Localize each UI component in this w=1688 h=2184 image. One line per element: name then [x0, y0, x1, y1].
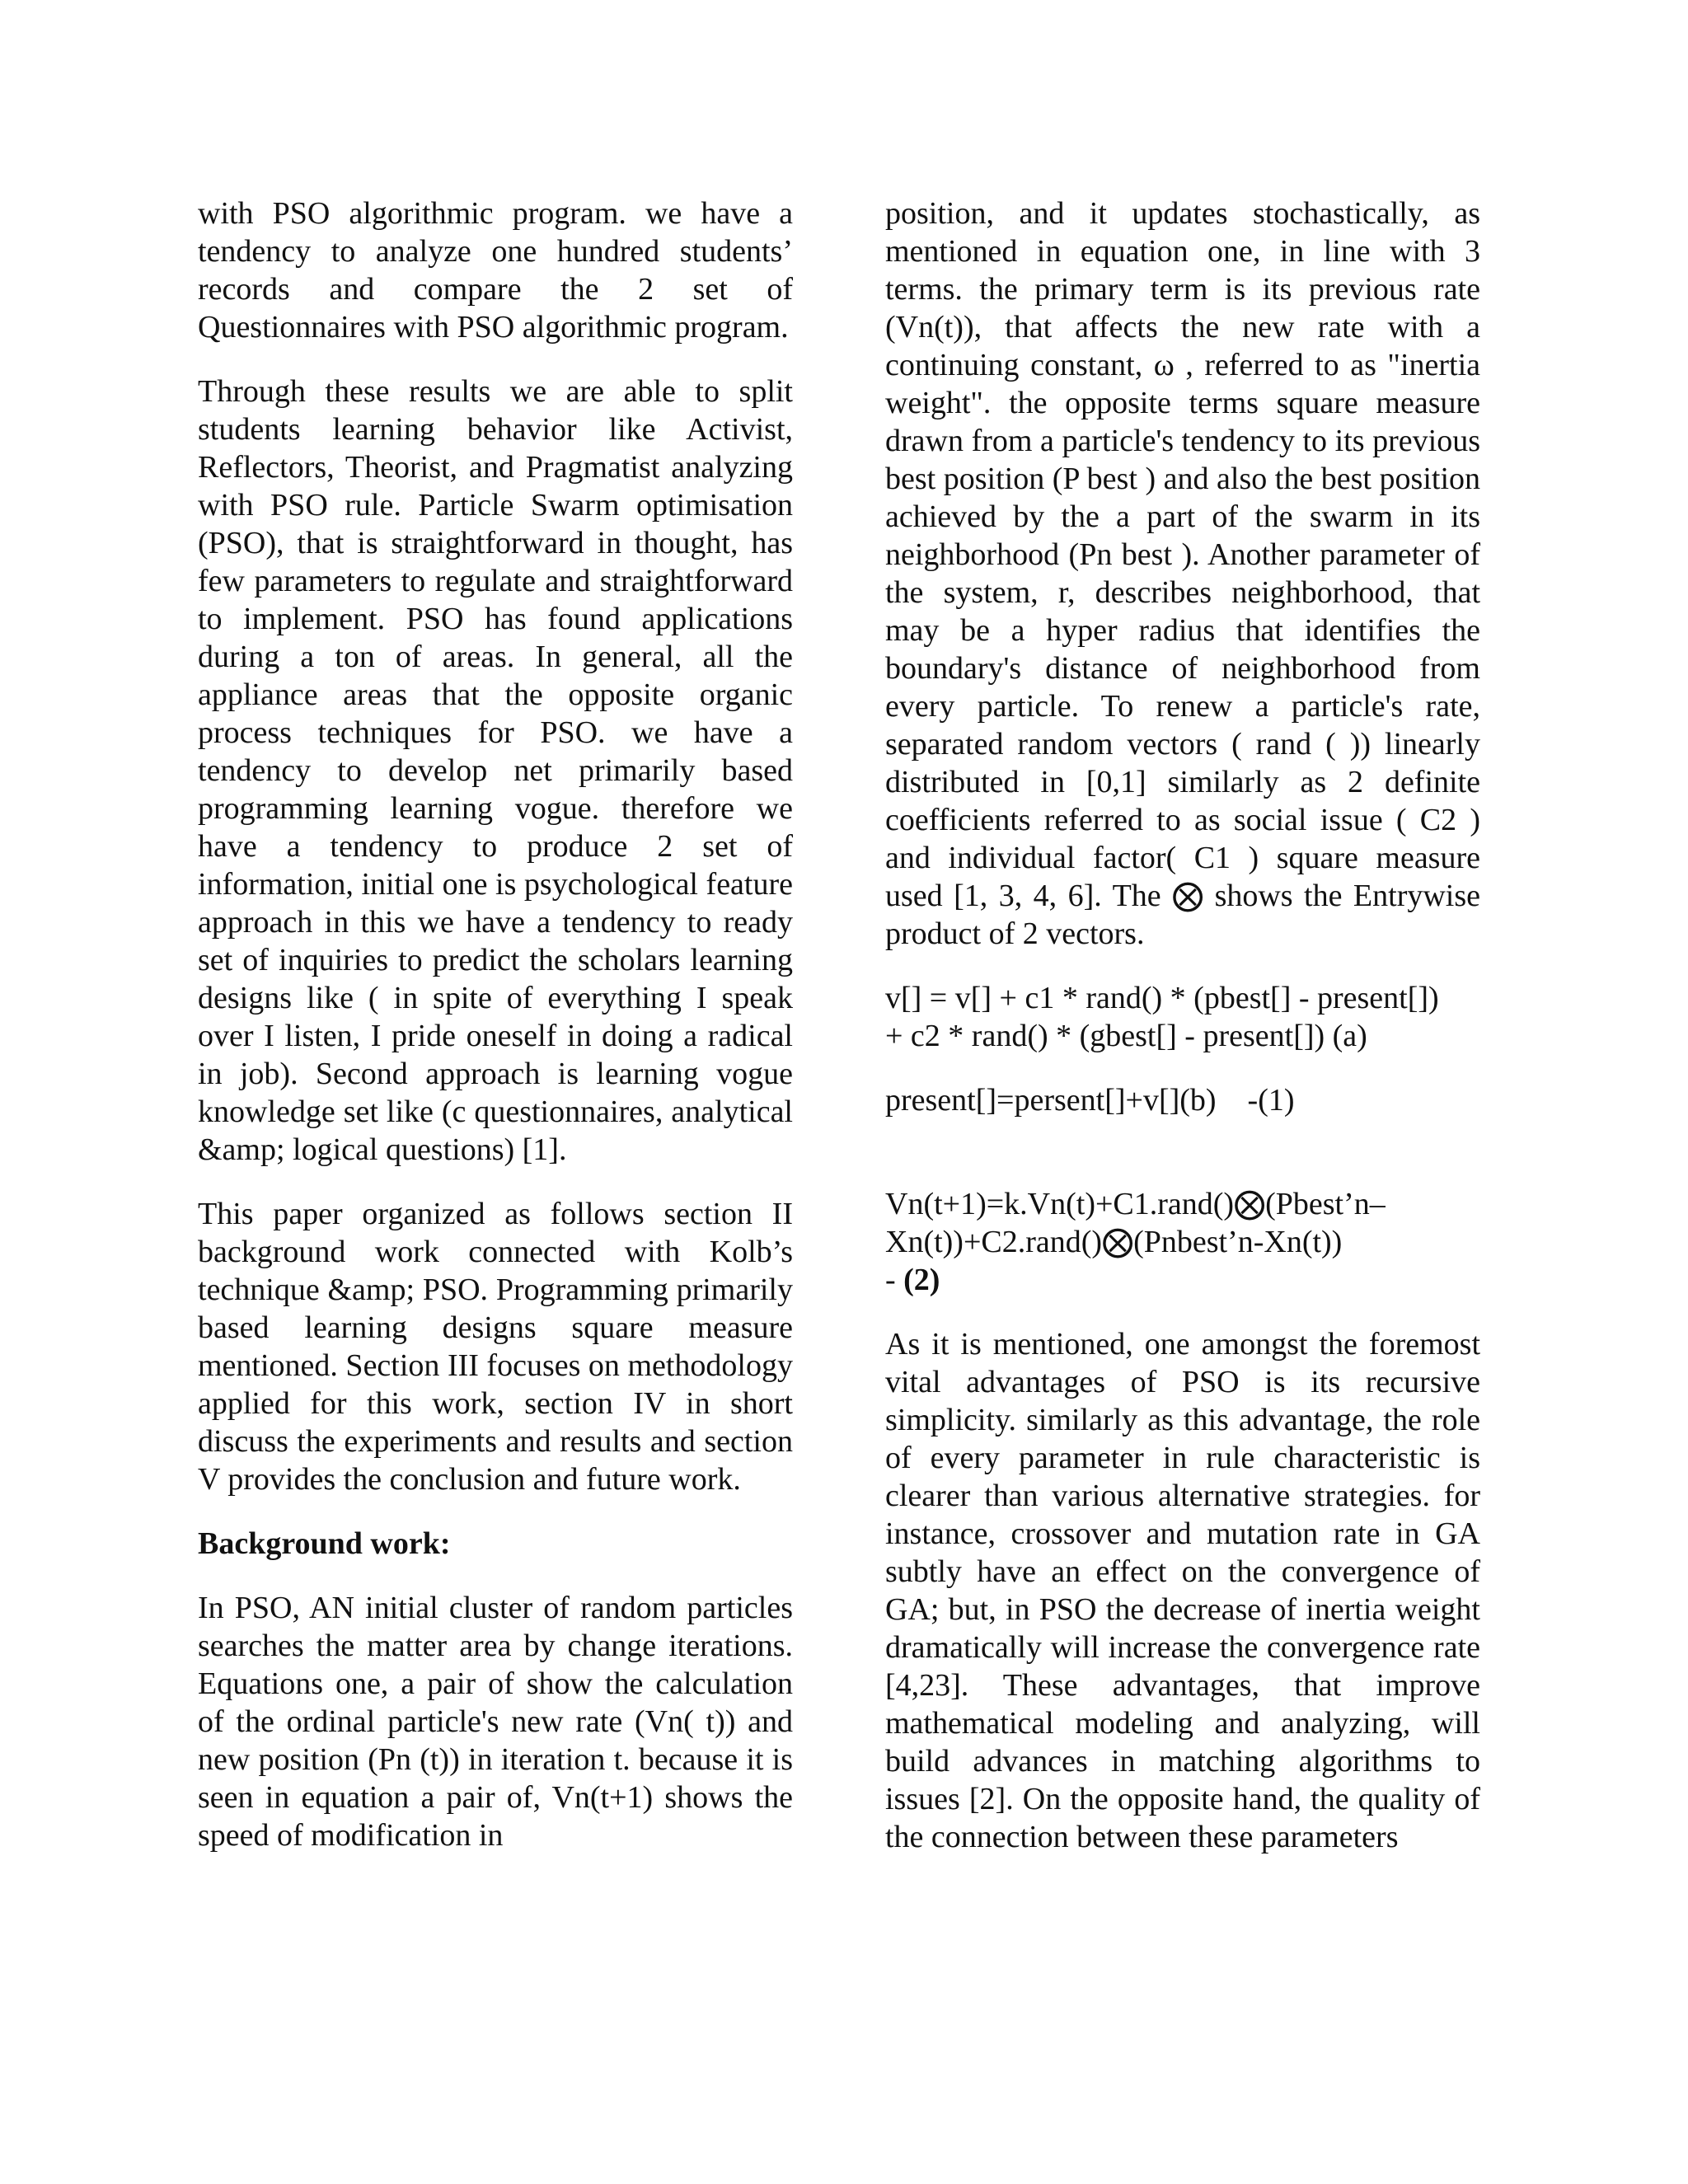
paragraph-pso-advantages: As it is mentioned, one amongst the foremost vital advantages of PSO is its recursive simplicity. similarly as this advantage, the role of every parameter in rule characteristic is clearer than various alternative strategies. for instance, crossover and mutation rate in GA subtly have an effect on the convergence of GA; but, in PSO the decrease of inertia weight dramatically will increase the convergence rate [4,23]. These advantages, that improve mathematical modeling and analyzing, will build advances in matching algorithms to issues [2]. On the opposite hand, the quality of the connection between these parameters [885, 1327, 1480, 1854]
equation-1a-line-1: v[] = v[] + c1 * rand() * (pbest[] - present[]) [885, 981, 1439, 1015]
paragraph-pso-background: In PSO, AN initial cluster of random particles searches the matter area by change iterations. Equations one, a pair of show the calculation of the ordinal particle's new rate (Vn( t)) and new position (Pn (t)) in iteration t. because it is seen in equation a pair of, Vn(t+1) shows the speed of modification in [198, 1591, 793, 1853]
equation-2-line-1: Vn(t+1)=k.Vn(t)+C1.rand()⨂(Pbest’n– [885, 1187, 1386, 1221]
equation-1a [885, 979, 1480, 1055]
left-column [198, 194, 793, 1854]
equation-2-number-line [885, 1261, 1480, 1299]
equation-2-number: (2) [903, 1263, 940, 1297]
equation-1b: present[]=persent[]+v[](b) -(1) [885, 1083, 1295, 1118]
paragraph-paper-organization: This paper organized as follows section II background work connected with Kolb’s technique &amp; PSO. Programming primarily based learning designs square measure mentioned. Section III focuses on methodology applied for this work, section IV in short discuss the experiments and results and section V provides the conclusion and future work. [198, 1197, 793, 1497]
paragraph-velocity-update: position, and it updates stochastically, as mentioned in equation one, in line with 3 terms. the primary term is its previous rate (Vn(t)), that affects the new rate with a continuing constant, ω , referred to as "inertia weight". the opposite terms square measure drawn from a particle's tendency to its previous best position (P best ) and also the best position achieved by the a part of the swarm in its neighborhood (Pn best ). Another parameter of the system, r, describes neighborhood, that may be a hyper radius that identifies the boundary's distance of neighborhood from every particle. To renew a particle's rate, separated random vectors ( rand ( )) linearly distributed in [0,1] similarly as 2 definite coefficients referred to as social issue ( C2 ) and individual factor( C1 ) square measure used [1, 3, 4, 6]. The ⨂ shows the Entrywise product of 2 vectors. [885, 196, 1480, 951]
equation-1a-line-2: + c2 * rand() * (gbest[] - present[]) (a) [885, 1019, 1367, 1053]
equation-2-line-2: Xn(t))+C2.rand()⨂(Pnbest’n-Xn(t)) [885, 1225, 1343, 1259]
paragraph-learning-behavior: Through these results we are able to split students learning behavior like Activist, Reflectors, Theorist, and Pragmatist analyzing with PSO rule. Particle Swarm optimisation (PSO), that is straightforward in thought, has few parameters to regulate and straightforward to implement. PSO has found applications during a ton of areas. In general, all the appliance areas that the opposite organic process techniques for PSO. we have a tendency to develop net primarily based programming learning vogue. therefore we have a tendency to produce 2 set of information, initial one is psychological feature approach in this we have a tendency to ready set of inquiries to predict the scholars learning designs like ( in spite of everything I speak over I listen, I pride oneself in doing a radical in job). Second approach is learning vogue knowledge set like (c questionnaires, analytical &amp; logical questions) [1]. [198, 374, 793, 1167]
paragraph-intro-continued: with PSO algorithmic program. we have a tendency to analyze one hundred students’ records and compare the 2 set of Questionnaires with PSO algorithmic program. [198, 196, 793, 344]
equation-2 [885, 1185, 1480, 1299]
section-heading-background: Background work: [198, 1526, 451, 1561]
equation-2-dash: - [885, 1263, 904, 1297]
right-column [885, 194, 1480, 1856]
